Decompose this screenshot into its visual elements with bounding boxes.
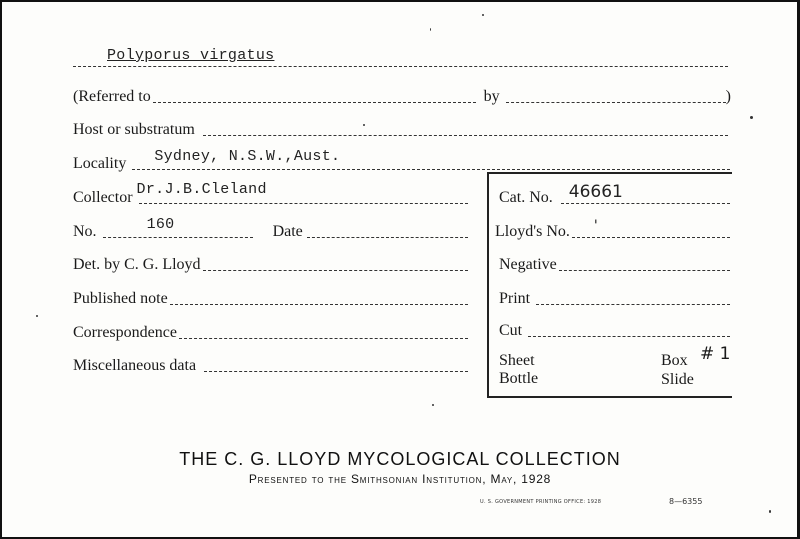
by-line	[506, 102, 726, 103]
sheet-label: Sheet	[499, 352, 535, 369]
negative-row	[499, 252, 730, 274]
collector-line	[136, 181, 468, 204]
no-value: 160	[146, 216, 175, 233]
cut-row	[499, 318, 730, 340]
card-edge-top	[0, 0, 800, 2]
negative-line	[559, 270, 730, 271]
print-line	[536, 304, 730, 305]
locality-value: Sydney, N.S.W.,Aust.	[154, 148, 341, 165]
species-value: Polyporus virgatus	[107, 47, 275, 64]
print-label: Print	[499, 290, 531, 307]
cat-value: 46661	[568, 182, 623, 202]
collector-row	[73, 181, 468, 207]
scan-speck	[432, 404, 434, 406]
by-label: by	[483, 88, 500, 105]
misc-label: Miscellaneous data	[73, 357, 197, 374]
no-label: No.	[73, 223, 97, 240]
collector-label: Collector	[73, 189, 133, 206]
scan-speck	[482, 14, 484, 16]
det-row	[73, 252, 468, 274]
misc-row	[73, 353, 468, 375]
cat-label: Cat. No.	[499, 189, 553, 206]
correspondence-row	[73, 320, 468, 342]
cat-row	[499, 182, 730, 207]
referred-to-label: (Referred to	[73, 88, 151, 105]
locality-row	[73, 148, 730, 173]
misc-line	[204, 371, 468, 372]
species-line	[73, 47, 728, 67]
collector-value: Dr.J.B.Cleland	[136, 181, 267, 198]
cut-line	[528, 336, 730, 337]
cat-line	[561, 182, 730, 204]
lloyd-row	[495, 219, 730, 241]
collection-subtitle: Presented to the Smithsonian Institution, May, 1928	[248, 472, 552, 486]
det-label: Det. by C. G. Lloyd	[73, 256, 201, 273]
slide-label: Slide	[661, 371, 694, 388]
bottle-label: Bottle	[499, 370, 539, 387]
published-row	[73, 286, 468, 308]
cut-label: Cut	[499, 322, 523, 339]
host-line	[203, 135, 728, 136]
referred-row	[73, 84, 733, 106]
scan-speck	[36, 315, 38, 317]
box-value: # 1	[700, 344, 731, 364]
locality-label: Locality	[73, 155, 127, 172]
correspondence-label: Correspondence	[73, 324, 177, 341]
form-number: 8—6355	[669, 497, 703, 506]
lloyd-value: '	[593, 218, 598, 234]
referred-to-line	[153, 102, 476, 103]
scan-speck	[430, 28, 431, 31]
published-label: Published note	[73, 290, 168, 307]
locality-line	[132, 148, 730, 170]
printing-office-line: U. S. GOVERNMENT PRINTING OFFICE: 1928	[480, 499, 602, 505]
lloyd-label: Lloyd's No.	[495, 223, 570, 240]
negative-label: Negative	[499, 256, 557, 273]
correspondence-line	[179, 338, 468, 339]
published-line	[170, 304, 468, 305]
close-paren: )	[725, 88, 731, 105]
number-date-row	[73, 216, 468, 241]
no-line	[103, 216, 253, 238]
scan-speck	[363, 124, 365, 126]
print-row	[499, 286, 730, 308]
box-label: Box	[661, 352, 688, 369]
species-row	[73, 48, 728, 70]
date-label: Date	[272, 223, 303, 240]
lloyd-line	[572, 218, 730, 238]
det-line	[203, 270, 468, 271]
scan-speck	[769, 510, 771, 513]
collection-title: THE C. G. LLOYD MYCOLOGICAL COLLECTION	[179, 449, 621, 469]
host-label: Host or substratum	[73, 121, 195, 138]
date-line	[307, 237, 468, 238]
host-row	[73, 117, 728, 139]
scan-speck	[750, 116, 753, 119]
